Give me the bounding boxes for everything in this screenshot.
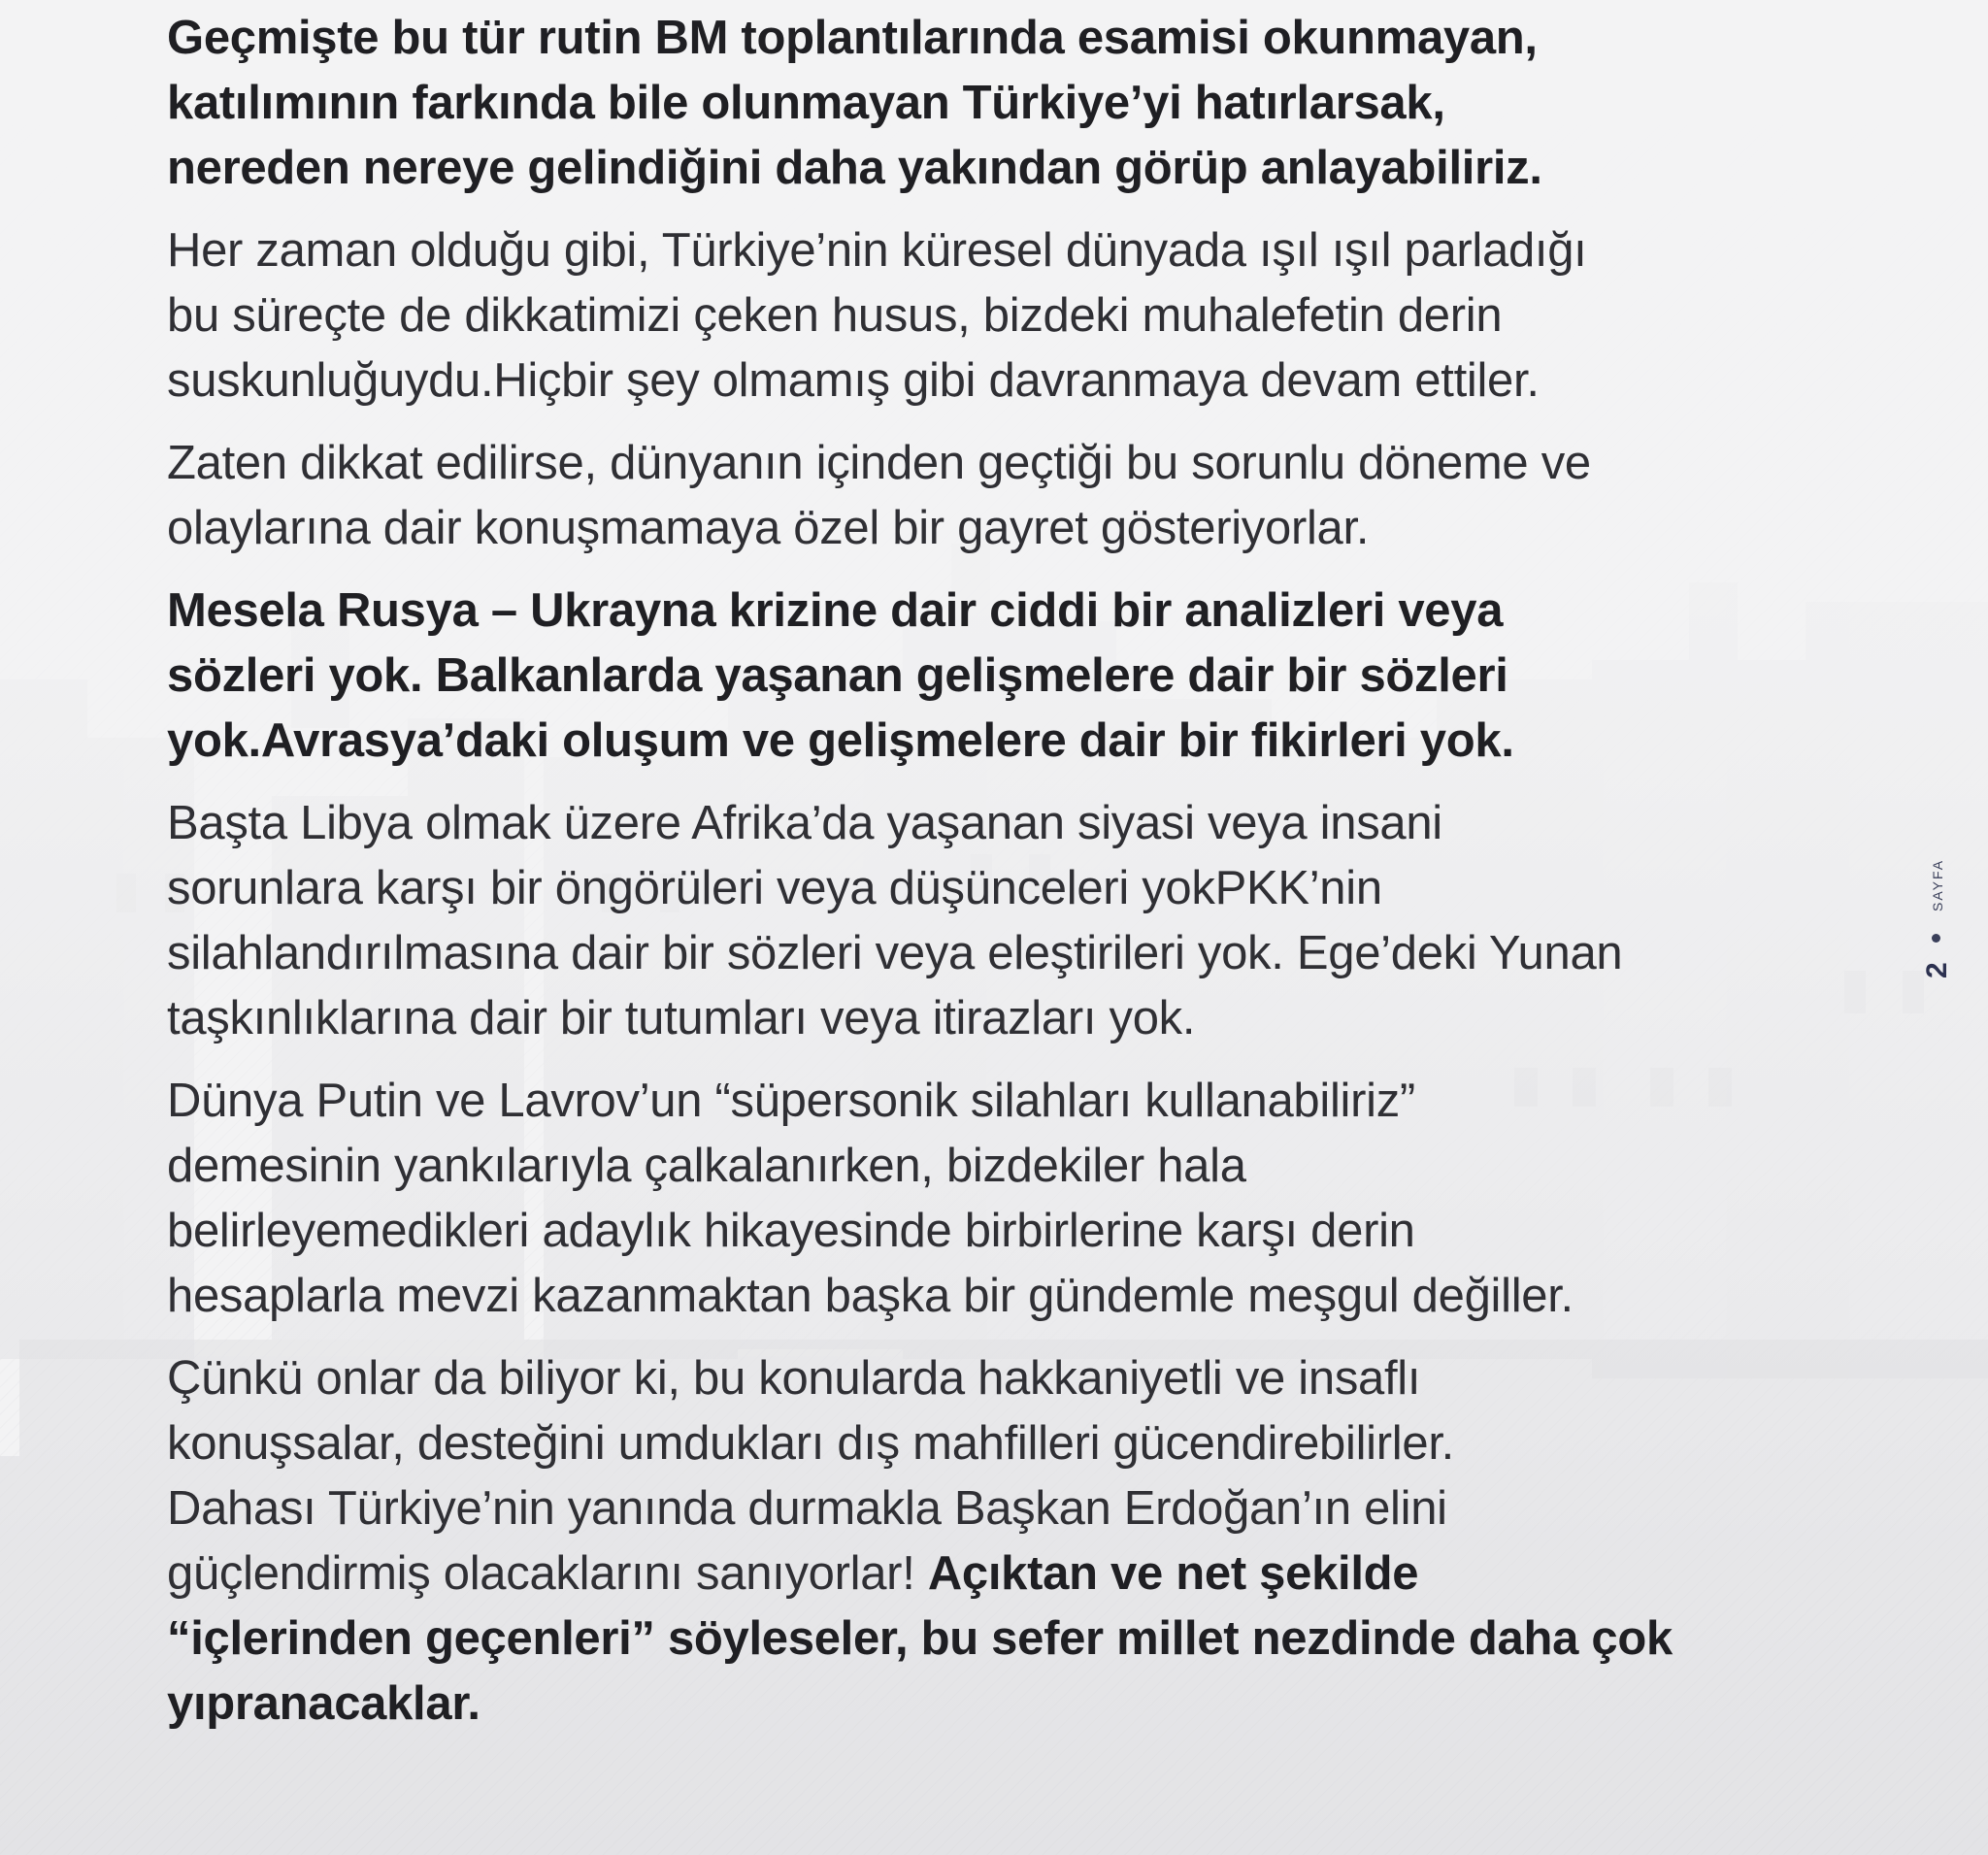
text-line: konuşsalar, desteğini umdukları dış mahfilleri gücendirebilirler. bbox=[167, 1417, 1454, 1470]
text-line: nereden nereye gelindiğini daha yakından görüp anlayabiliriz. bbox=[167, 142, 1542, 194]
text-line: Geçmişte bu tür rutin BM toplantılarında esamisi okunmayan, bbox=[167, 12, 1538, 64]
text-line: suskunluğuydu.Hiçbir şey olmamış gibi davranmaya devam ettiler. bbox=[167, 354, 1540, 407]
page-number: 2 bbox=[1921, 962, 1953, 979]
paragraph-6 bbox=[167, 1069, 1837, 1329]
text-line: demesinin yankılarıyla çalkalanırken, bizdekiler hala bbox=[167, 1140, 1246, 1192]
bullet-dot-icon bbox=[1932, 934, 1940, 943]
text-line: Mesela Rusya – Ukrayna krizine dair ciddi bir analizleri veya bbox=[167, 584, 1504, 637]
page-label-word: SAYFA bbox=[1930, 858, 1945, 912]
text-line: bu süreçte de dikkatimizi çeken husus, bizdeki muhalefetin derin bbox=[167, 289, 1503, 342]
page-number-label bbox=[1914, 850, 1961, 996]
text-line: Çünkü onlar da biliyor ki, bu konularda hakkaniyetli ve insaflı bbox=[167, 1352, 1421, 1405]
text-line: Başta Libya olmak üzere Afrika’da yaşanan siyasi veya insani bbox=[167, 797, 1442, 849]
text-line: olaylarına dair konuşmamaya özel bir gayret gösteriyorlar. bbox=[167, 502, 1370, 554]
text-line: Zaten dikkat edilirse, dünyanın içinden geçtiği bu sorunlu döneme ve bbox=[167, 437, 1591, 489]
text-run-bold: Açıktan ve net şekilde bbox=[927, 1547, 1419, 1600]
text-line-mixed bbox=[167, 1541, 1837, 1607]
article-body bbox=[167, 0, 1837, 1754]
paragraph-5 bbox=[167, 791, 1837, 1051]
text-line: katılımının farkında bile olunmayan Türkiye’yi hatırlarsak, bbox=[167, 77, 1445, 129]
text-line: yok.Avrasya’daki oluşum ve gelişmelere dair bir fikirleri yok. bbox=[167, 714, 1514, 767]
paragraph-2 bbox=[167, 218, 1837, 414]
text-line: “içlerinden geçenleri” söyleseler, bu sefer millet nezdinde daha çok bbox=[167, 1612, 1673, 1665]
paragraph-1 bbox=[167, 6, 1837, 201]
text-line: taşkınlıklarına dair bir tutumları veya itirazları yok. bbox=[167, 992, 1196, 1044]
paragraph-3 bbox=[167, 431, 1837, 561]
text-line: yıpranacaklar. bbox=[167, 1677, 480, 1730]
text-line: sözleri yok. Balkanlarda yaşanan gelişmelere dair bir sözleri bbox=[167, 649, 1508, 702]
paragraph-4 bbox=[167, 579, 1837, 774]
text-line: Dahası Türkiye’nin yanında durmakla Başkan Erdoğan’ın elini bbox=[167, 1482, 1447, 1535]
paragraph-7 bbox=[167, 1346, 1837, 1737]
text-line: Her zaman olduğu gibi, Türkiye’nin küresel dünyada ışıl ışıl parladığı bbox=[167, 224, 1587, 277]
text-line: hesaplarla mevzi kazanmaktan başka bir gündemle meşgul değiller. bbox=[167, 1270, 1574, 1322]
text-run-regular: güçlendirmiş olacaklarını sanıyorlar! bbox=[167, 1547, 928, 1600]
text-line: silahlandırılmasına dair bir sözleri veya eleştirileri yok. Ege’deki Yunan bbox=[167, 927, 1623, 979]
text-line: sorunlara karşı bir öngörüleri veya düşünceleri yokPKK’nin bbox=[167, 862, 1382, 914]
text-line: Dünya Putin ve Lavrov’un “süpersonik silahları kullanabiliriz” bbox=[167, 1075, 1415, 1127]
text-line: belirleyemedikleri adaylık hikayesinde birbirlerine karşı derin bbox=[167, 1205, 1415, 1257]
